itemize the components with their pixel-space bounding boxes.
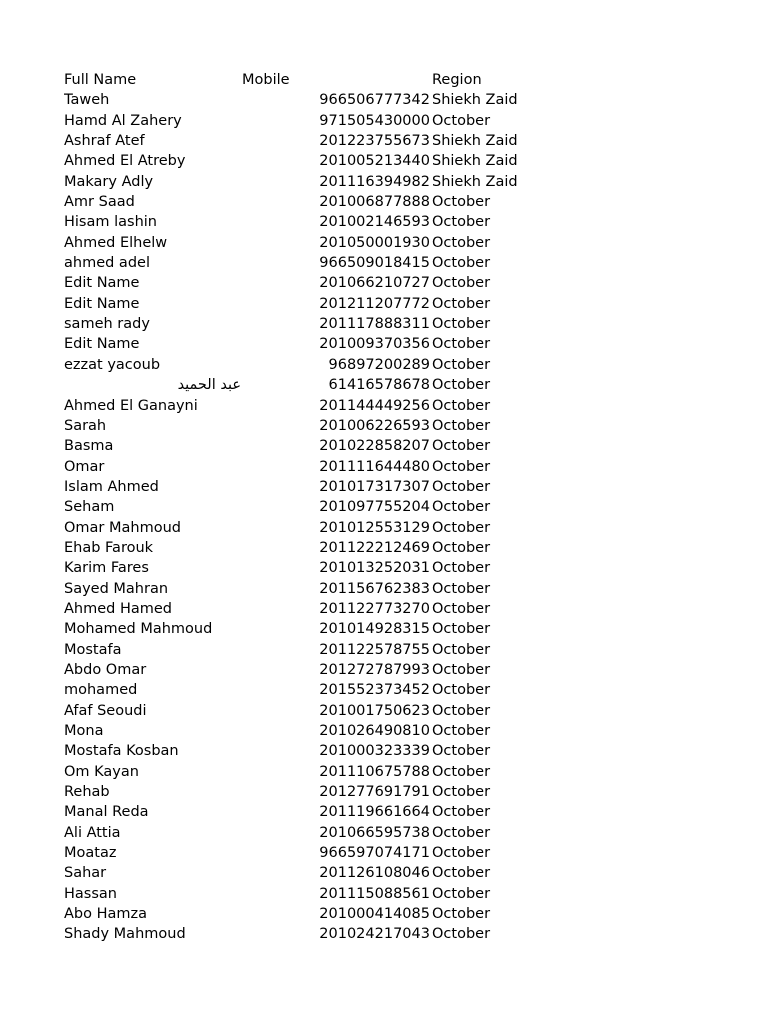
cell-mobile: 201277691791 [319, 784, 430, 801]
cell-mobile: 201126108046 [319, 865, 430, 882]
table-header-row [64, 70, 544, 90]
table-row [64, 477, 544, 497]
cell-region: October [432, 112, 491, 129]
cell-full-name: Manal Reda [64, 804, 149, 821]
cell-full-name: Basma [64, 438, 114, 455]
cell-full-name: Hisam lashin [64, 214, 157, 231]
cell-mobile: 966506777342 [319, 92, 430, 109]
cell-full-name: Abo Hamza [64, 906, 148, 923]
cell-region: Shiekh Zaid [432, 153, 518, 170]
table-row [64, 660, 544, 680]
table-row [64, 802, 544, 822]
cell-mobile: 201022858207 [319, 438, 430, 455]
cell-full-name: Omar Mahmoud [64, 519, 181, 536]
cell-region: October [432, 377, 491, 394]
cell-full-name: Karim Fares [64, 560, 149, 577]
table-row [64, 721, 544, 741]
cell-mobile: 201026490810 [319, 723, 430, 739]
table-row [64, 233, 544, 253]
cell-full-name: Ali Attia [64, 824, 121, 841]
table-row [64, 599, 544, 619]
table-row [64, 741, 544, 761]
cell-mobile: 201122773270 [319, 600, 430, 617]
cell-full-name: Mona [64, 723, 104, 739]
cell-mobile: 201000323339 [319, 743, 430, 760]
table-row [64, 762, 544, 782]
cell-full-name: ezzat yacoub [64, 356, 161, 373]
cell-mobile: 201272787993 [319, 661, 430, 678]
cell-region: October [432, 234, 491, 251]
cell-region: October [432, 804, 491, 821]
cell-mobile: 201002146593 [319, 214, 430, 231]
cell-region: October [432, 926, 491, 943]
cell-region: October [432, 641, 491, 658]
cell-region: October [432, 824, 491, 841]
cell-full-name: Amr Saad [64, 194, 135, 211]
cell-region: October [432, 438, 491, 455]
table-row [64, 355, 544, 375]
cell-mobile: 201014928315 [319, 621, 430, 638]
table-row [64, 416, 544, 436]
cell-region: October [432, 600, 491, 617]
cell-region: October [432, 397, 491, 414]
cell-region: October [432, 519, 491, 536]
cell-region: Shiekh Zaid [432, 173, 518, 190]
cell-mobile: 201122212469 [319, 539, 430, 556]
cell-mobile: 201013252031 [319, 560, 430, 577]
cell-region: October [432, 580, 491, 597]
table-row [64, 457, 544, 477]
table-row [64, 151, 544, 171]
cell-mobile: 201066595738 [319, 824, 430, 841]
cell-mobile: 61416578678 [328, 377, 430, 394]
contacts-table [64, 70, 544, 945]
cell-full-name: Hassan [64, 885, 117, 902]
cell-mobile: 201115088561 [319, 885, 430, 902]
cell-region: October [432, 784, 491, 801]
table-row [64, 518, 544, 538]
cell-mobile: 201156762383 [319, 580, 430, 597]
cell-full-name: Om Kayan [64, 763, 139, 780]
table-row [64, 192, 544, 212]
cell-region: October [432, 865, 491, 882]
cell-mobile: 201119661664 [319, 804, 430, 821]
table-row [64, 497, 544, 517]
table-row [64, 436, 544, 456]
cell-full-name: Mohamed Mahmoud [64, 621, 213, 638]
table-row [64, 90, 544, 110]
table-row [64, 334, 544, 354]
cell-mobile: 96897200289 [328, 356, 430, 373]
table-row [64, 396, 544, 416]
cell-region: October [432, 723, 491, 739]
cell-region: October [432, 336, 491, 353]
table-row [64, 701, 544, 721]
table-row [64, 579, 544, 599]
cell-mobile: 201001750623 [319, 702, 430, 719]
table-row [64, 294, 544, 314]
cell-region: October [432, 621, 491, 638]
cell-region: October [432, 417, 491, 434]
table-row [64, 924, 544, 944]
table-row [64, 619, 544, 639]
cell-mobile: 201552373452 [319, 682, 430, 699]
cell-mobile: 966509018415 [319, 255, 430, 272]
table-row [64, 884, 544, 904]
cell-full-name: Abdo Omar [64, 661, 147, 678]
table-row [64, 823, 544, 843]
cell-full-name: Afaf Seoudi [64, 702, 147, 719]
cell-full-name: Edit Name [64, 295, 140, 312]
table-row [64, 172, 544, 192]
cell-region: October [432, 661, 491, 678]
cell-region: Shiekh Zaid [432, 133, 518, 150]
table-row [64, 640, 544, 660]
table-row [64, 782, 544, 802]
cell-region: October [432, 682, 491, 699]
cell-full-name: عبد الحميد [177, 377, 241, 394]
cell-full-name: Hamd Al Zahery [64, 112, 182, 129]
cell-region: October [432, 885, 491, 902]
table-row [64, 843, 544, 863]
cell-mobile: 201223755673 [319, 133, 430, 150]
table-row [64, 904, 544, 924]
cell-region: October [432, 295, 491, 312]
cell-region: October [432, 763, 491, 780]
table-row [64, 212, 544, 232]
cell-mobile: 201006877888 [319, 194, 430, 211]
table-row [64, 131, 544, 151]
cell-region: October [432, 356, 491, 373]
cell-region: October [432, 743, 491, 760]
cell-mobile: 201006226593 [319, 417, 430, 434]
cell-mobile: 201116394982 [319, 173, 430, 190]
cell-mobile: 201012553129 [319, 519, 430, 536]
table-row [64, 273, 544, 293]
cell-mobile: 971505430000 [319, 112, 430, 129]
cell-full-name: Makary Adly [64, 173, 154, 190]
table-row [64, 111, 544, 131]
cell-full-name: Ashraf Atef [64, 133, 145, 150]
table-body [64, 90, 544, 944]
cell-mobile: 201005213440 [319, 153, 430, 170]
cell-full-name: Sarah [64, 417, 107, 434]
cell-mobile: 201024217043 [319, 926, 430, 943]
cell-mobile: 201144449256 [319, 397, 430, 414]
cell-mobile: 201017317307 [319, 478, 430, 495]
cell-region: October [432, 275, 491, 292]
cell-full-name: Shady Mahmoud [64, 926, 186, 943]
cell-full-name: Rehab [64, 784, 110, 801]
cell-full-name: Taweh [64, 92, 110, 109]
cell-mobile: 201097755204 [319, 499, 430, 516]
cell-full-name: Mostafa Kosban [64, 743, 179, 760]
cell-mobile: 201066210727 [319, 275, 430, 292]
header-full-name: Full Name [64, 72, 137, 88]
cell-mobile: 201117888311 [319, 316, 430, 333]
cell-region: October [432, 702, 491, 719]
cell-full-name: Omar [64, 458, 105, 475]
cell-region: October [432, 560, 491, 577]
cell-mobile: 201211207772 [319, 295, 430, 312]
cell-full-name: Edit Name [64, 275, 140, 292]
cell-full-name: Ahmed El Atreby [64, 153, 186, 170]
cell-full-name: ahmed adel [64, 255, 150, 272]
cell-region: October [432, 194, 491, 211]
cell-region: October [432, 906, 491, 923]
cell-mobile: 201110675788 [319, 763, 430, 780]
cell-mobile: 201111644480 [319, 458, 430, 475]
cell-full-name: Sayed Mahran [64, 580, 169, 597]
cell-full-name: Ehab Farouk [64, 539, 154, 556]
cell-full-name: Ahmed El Ganayni [64, 397, 198, 414]
table-row [64, 863, 544, 883]
cell-full-name: Mostafa [64, 641, 122, 658]
cell-mobile: 201050001930 [319, 234, 430, 251]
cell-region: October [432, 214, 491, 231]
cell-region: October [432, 478, 491, 495]
cell-mobile: 201122578755 [319, 641, 430, 658]
cell-full-name: Sahar [64, 865, 107, 882]
cell-region: October [432, 255, 491, 272]
cell-region: October [432, 316, 491, 333]
cell-full-name: Islam Ahmed [64, 478, 159, 495]
table-row [64, 538, 544, 558]
cell-mobile: 966597074171 [319, 845, 430, 862]
cell-full-name: Moataz [64, 845, 117, 862]
cell-full-name: Ahmed Elhelw [64, 234, 168, 251]
cell-full-name: Edit Name [64, 336, 140, 353]
cell-mobile: 201000414085 [319, 906, 430, 923]
cell-full-name: Seham [64, 499, 115, 516]
cell-region: October [432, 458, 491, 475]
cell-mobile: 201009370356 [319, 336, 430, 353]
header-region: Region [432, 72, 482, 88]
cell-full-name: mohamed [64, 682, 138, 699]
cell-region: October [432, 539, 491, 556]
cell-region: October [432, 499, 491, 516]
table-row [64, 314, 544, 334]
cell-region: October [432, 845, 491, 862]
cell-full-name: Ahmed Hamed [64, 600, 173, 617]
table-row [64, 680, 544, 700]
cell-full-name: sameh rady [64, 316, 150, 333]
table-row [64, 375, 544, 395]
cell-region: Shiekh Zaid [432, 92, 518, 109]
table-row [64, 253, 544, 273]
table-row [64, 558, 544, 578]
header-mobile: Mobile [242, 72, 290, 88]
